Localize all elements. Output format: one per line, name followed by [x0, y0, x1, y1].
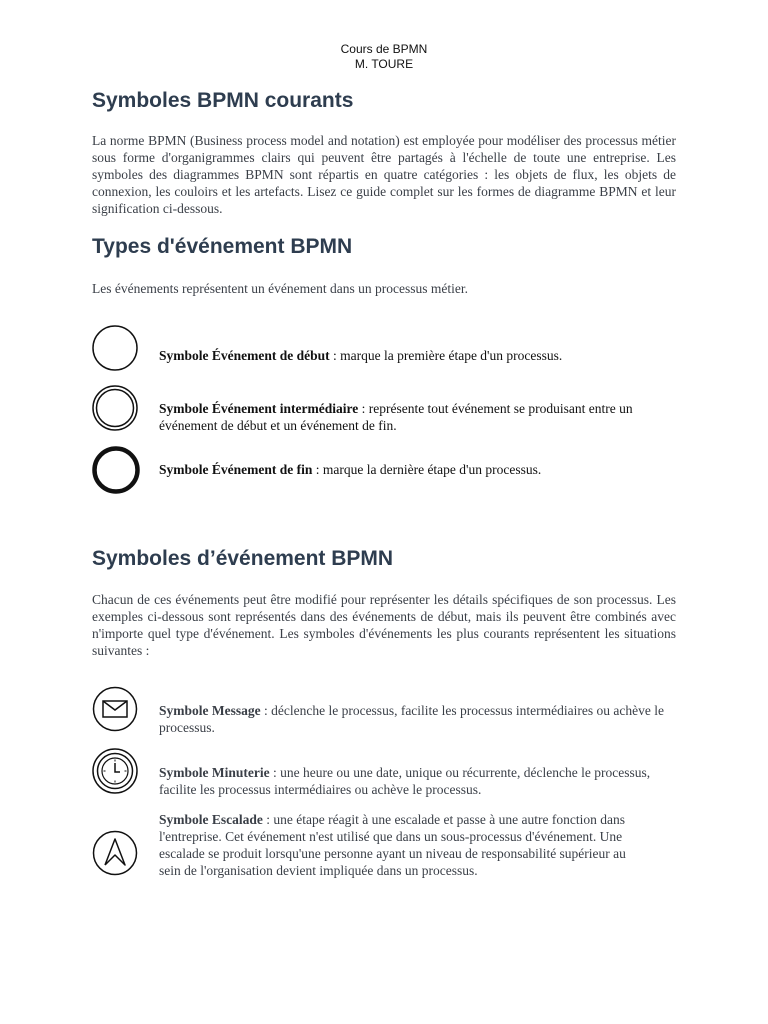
- end-event-description: [159, 461, 679, 478]
- section-title-types-evenement: Types d'événement BPMN: [92, 235, 353, 258]
- section-intro-paragraph: La norme BPMN (Business process model and notation) est employée pour modéliser des processus métier sous forme d'organigrammes clairs qui peuvent être partagés à l'échelle de toute une entreprise. Les symboles des diagrammes BPMN sont répartis en quatre catégories : les objets de flux, les objets de connexion, les couloirs et les artefacts. Lisez ce guide complet sur les formes de diagramme BPMN et leur signification ci-dessous.: [92, 133, 676, 216]
- start-event-text: : marque la première étape d'un processus.: [329, 348, 563, 363]
- author-name: M. TOURE: [354, 57, 414, 71]
- end-event-text: : marque la dernière étape d'un processus.: [312, 462, 542, 477]
- start-event-label: Symbole Événement de début: [159, 348, 330, 363]
- escalation-description: [159, 811, 649, 879]
- timer-description: [159, 764, 679, 798]
- event-symbols-paragraph: Chacun de ces événements peut être modifié pour représenter les détails spécifiques de son processus. Les exemples ci-dessous sont représentés dans des événements de début, mais ils peuvent être combinés avec n'importe quel type d'événement. Les symboles d'événements les plus courants représentent les situations suivantes :: [92, 592, 676, 658]
- timer-label: Symbole Minuterie: [159, 765, 270, 780]
- section-title-symboles-evenement: Symboles d’événement BPMN: [92, 547, 394, 570]
- intermediate-event-label: Symbole Événement intermédiaire: [159, 401, 359, 416]
- intermediate-event-text: : représente tout événement se produisant entre un événement de début et un événement de fin.: [159, 401, 633, 433]
- intermediate-event-circle-icon: [91, 384, 139, 432]
- escalation-arrow-icon: [91, 830, 139, 876]
- start-event-description: [159, 347, 679, 364]
- section-title-symboles-courants: Symboles BPMN courants: [92, 89, 354, 112]
- message-label: Symbole Message: [159, 703, 261, 718]
- course-header: [0, 42, 768, 72]
- message-text: : déclenche le processus, facilite les processus intermédiaires ou achève le processus.: [159, 703, 664, 735]
- timer-text: : une heure ou une date, unique ou récurrente, déclenche le processus, facilite les processus intermédiaires ou achève le processus.: [159, 765, 651, 797]
- escalation-text: : une étape réagit à une escalade et passe à une autre fonction dans l'entreprise. Cet événement n'est utilisé que dans un sous-processus d'événement. Une escalade se produit lorsqu'une personne ayant un niveau de responsabilité supérieur au sein de l'organisation devient impliquée dans un processus.: [159, 812, 626, 878]
- end-event-circle-icon: [91, 445, 141, 495]
- end-event-label: Symbole Événement de fin: [159, 462, 313, 477]
- message-description: [159, 702, 679, 736]
- message-envelope-icon: [91, 686, 139, 732]
- timer-clock-icon: [91, 747, 139, 795]
- events-intro-text: Les événements représentent un événement dans un processus métier.: [92, 281, 468, 296]
- intermediate-event-description: [159, 400, 679, 434]
- start-event-circle-icon: [91, 324, 139, 372]
- course-title: Cours de BPMN: [340, 42, 428, 56]
- escalation-label: Symbole Escalade: [159, 812, 263, 827]
